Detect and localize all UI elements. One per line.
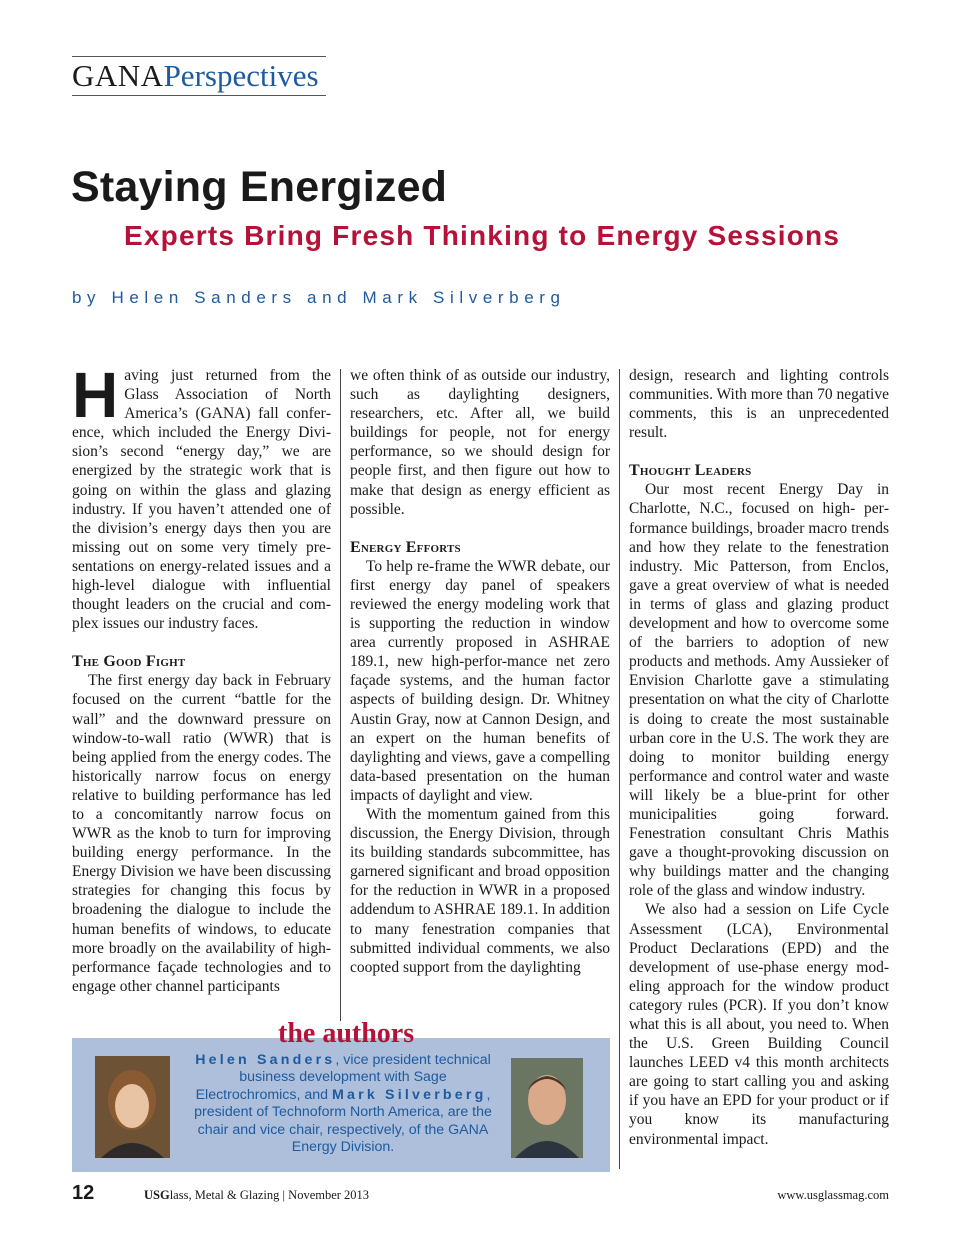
column-divider	[619, 369, 620, 1169]
article-column-1	[72, 359, 331, 996]
author-photo-mark-silverberg	[511, 1058, 583, 1158]
author-name-helen-sanders: Helen Sanders	[195, 1052, 336, 1068]
website-url: www.usglassmag.com	[777, 1188, 889, 1202]
paragraph-energy-efforts: To help re-frame the WWR debate, our first energy day panel of speakers reviewed the energy modeling work that is supporting the reduction in window area currently proposed in ASHRAE 189.1, new high-perfor-mance net zero façade systems, and the human factor aspects of building design. Dr. Whitney Austin Gray, now at Cannon Design, and an expert on the human benefits of daylighting and views, gave a compelling data-based presentation on the human impacts of daylight and view.	[350, 557, 610, 804]
paragraph-continued: we often think of as outside our industry, such as daylighting designers, researchers, etc. After all, we build buildings for people, not for energy performance, so we should design for people first, and then figure out how to make that design as energy efficient as possible.	[350, 367, 610, 518]
paragraph-continued: design, research and lighting controls communities. With more than 70 negative comments, this is an unprecedented result.	[629, 367, 889, 442]
paragraph-thought-leaders: Our most recent Energy Day in Charlotte, N.C., focused on high- performance buildings, broader macro trends and how they relate to the fenestration industry. Mic Patterson, from Enclos, gave a great overview of what is needed in terms of glass and glazing product development and how to overcome some of the barriers to adoption of new products and methods. Amy Aussieker of Envision Charlotte gave a stimulating presentation on what the city of Charlotte is doing to create the most sustainable urban core in the U.S. The work they are doing to monitor building energy performance and control water and waste will likely be a blue-print for other municipalities going forward. Fenestration consultant Chris Mathis gave a thought-provoking discussion on why buildings matter and the changing role of the glass and window industry.	[629, 481, 889, 900]
author-bio-text: , president of Technoform North America, are the chair and vice chair, respectively, of the GANA Energy Division.	[194, 1086, 492, 1156]
paragraph-momentum: With the momentum gained from this discussion, the Energy Division, through its building standards subcommittee, has garnered significant and broad opposition for the reduction in WWR in a proposed addendum to ASHRAE 189.1. In addition to many fenestration companies that submitted individual comments, we also coopted support from the daylighting	[350, 805, 610, 976]
magazine-info	[144, 1188, 369, 1203]
section-name-perspectives: Perspectives	[163, 58, 319, 93]
article-title: Staying Energized	[71, 163, 448, 211]
section-heading-thought-leaders: Thought Leaders	[629, 462, 752, 480]
section-name-gana: GANA	[72, 58, 164, 93]
page-number: 12	[72, 1182, 95, 1204]
magazine-name-bold: USG	[144, 1188, 170, 1202]
byline: by Helen Sanders and Mark Silverberg	[72, 288, 566, 307]
page-footer	[72, 1180, 889, 1210]
issue-date: November 2013	[288, 1188, 370, 1202]
paragraph-lca: We also had a session on Life Cycle Assessment (LCA), Environmental Product Declarations (EPD) and the development of use-phase energy modeling approach for the window product category rules (PCR). If you don’t know what this is all about, you need to. When the U.S. Green Building Council launches LEED v4 this month architects are going to start calling you and asking if you have an EPD for your product or if you know its manufacturing environmental impact.	[629, 901, 889, 1148]
author-photo-helen-sanders	[95, 1056, 170, 1158]
article-subtitle: Experts Bring Fresh Thinking to Energy Sessions	[124, 220, 841, 251]
drop-cap: H	[72, 359, 119, 431]
section-heading-good-fight: The Good Fight	[72, 653, 186, 671]
authors-heading: the authors	[278, 1018, 415, 1049]
paragraph-good-fight: The first energy day back in February focused on the current “battle for the wall” and the downward pressure on window-to-wall ratio (WWR) that is being applied from the energy codes. The historically narrow focus on energy relative to building performance has led to a concomitantly narrow focus on WWR as the knob to turn for improving building energy performance. In the Energy Division we have been discussing strategies for changing this focus by broadening the dialogue to include the human benefits of windows, to educate more broadly on the availability of high-performance façade technologies and to engage other channel participants	[72, 672, 331, 995]
magazine-name: lass, Metal & Glazing	[169, 1188, 280, 1202]
article-column-2	[350, 366, 610, 977]
column-divider	[340, 369, 341, 1021]
author-name-mark-silverberg: Mark Silverberg	[332, 1086, 487, 1103]
section-heading-energy-efforts: Energy Efforts	[350, 538, 461, 556]
footer-separator: |	[282, 1188, 286, 1202]
paragraph-intro: aving just returned from the Glass Association of North America’s (GANA) fall conference, which included the Energy Division’s second “energy day,” we are energized by the strategic work that is going on within the glass and glazing industry. If you haven’t attended one of the division’s energy days then you are missing out on some very timely presentations on energy-related issues and a high-level dialogue with influential thought leaders on the crucial and complex issues our industry faces.	[72, 367, 331, 633]
section-header	[72, 56, 326, 96]
authors-box	[72, 1038, 610, 1172]
author-bio-text: , vice president technical business development with Sage Electrochromics, and	[195, 1052, 491, 1103]
article-column-3	[629, 366, 889, 1149]
authors-bio	[190, 1052, 496, 1156]
